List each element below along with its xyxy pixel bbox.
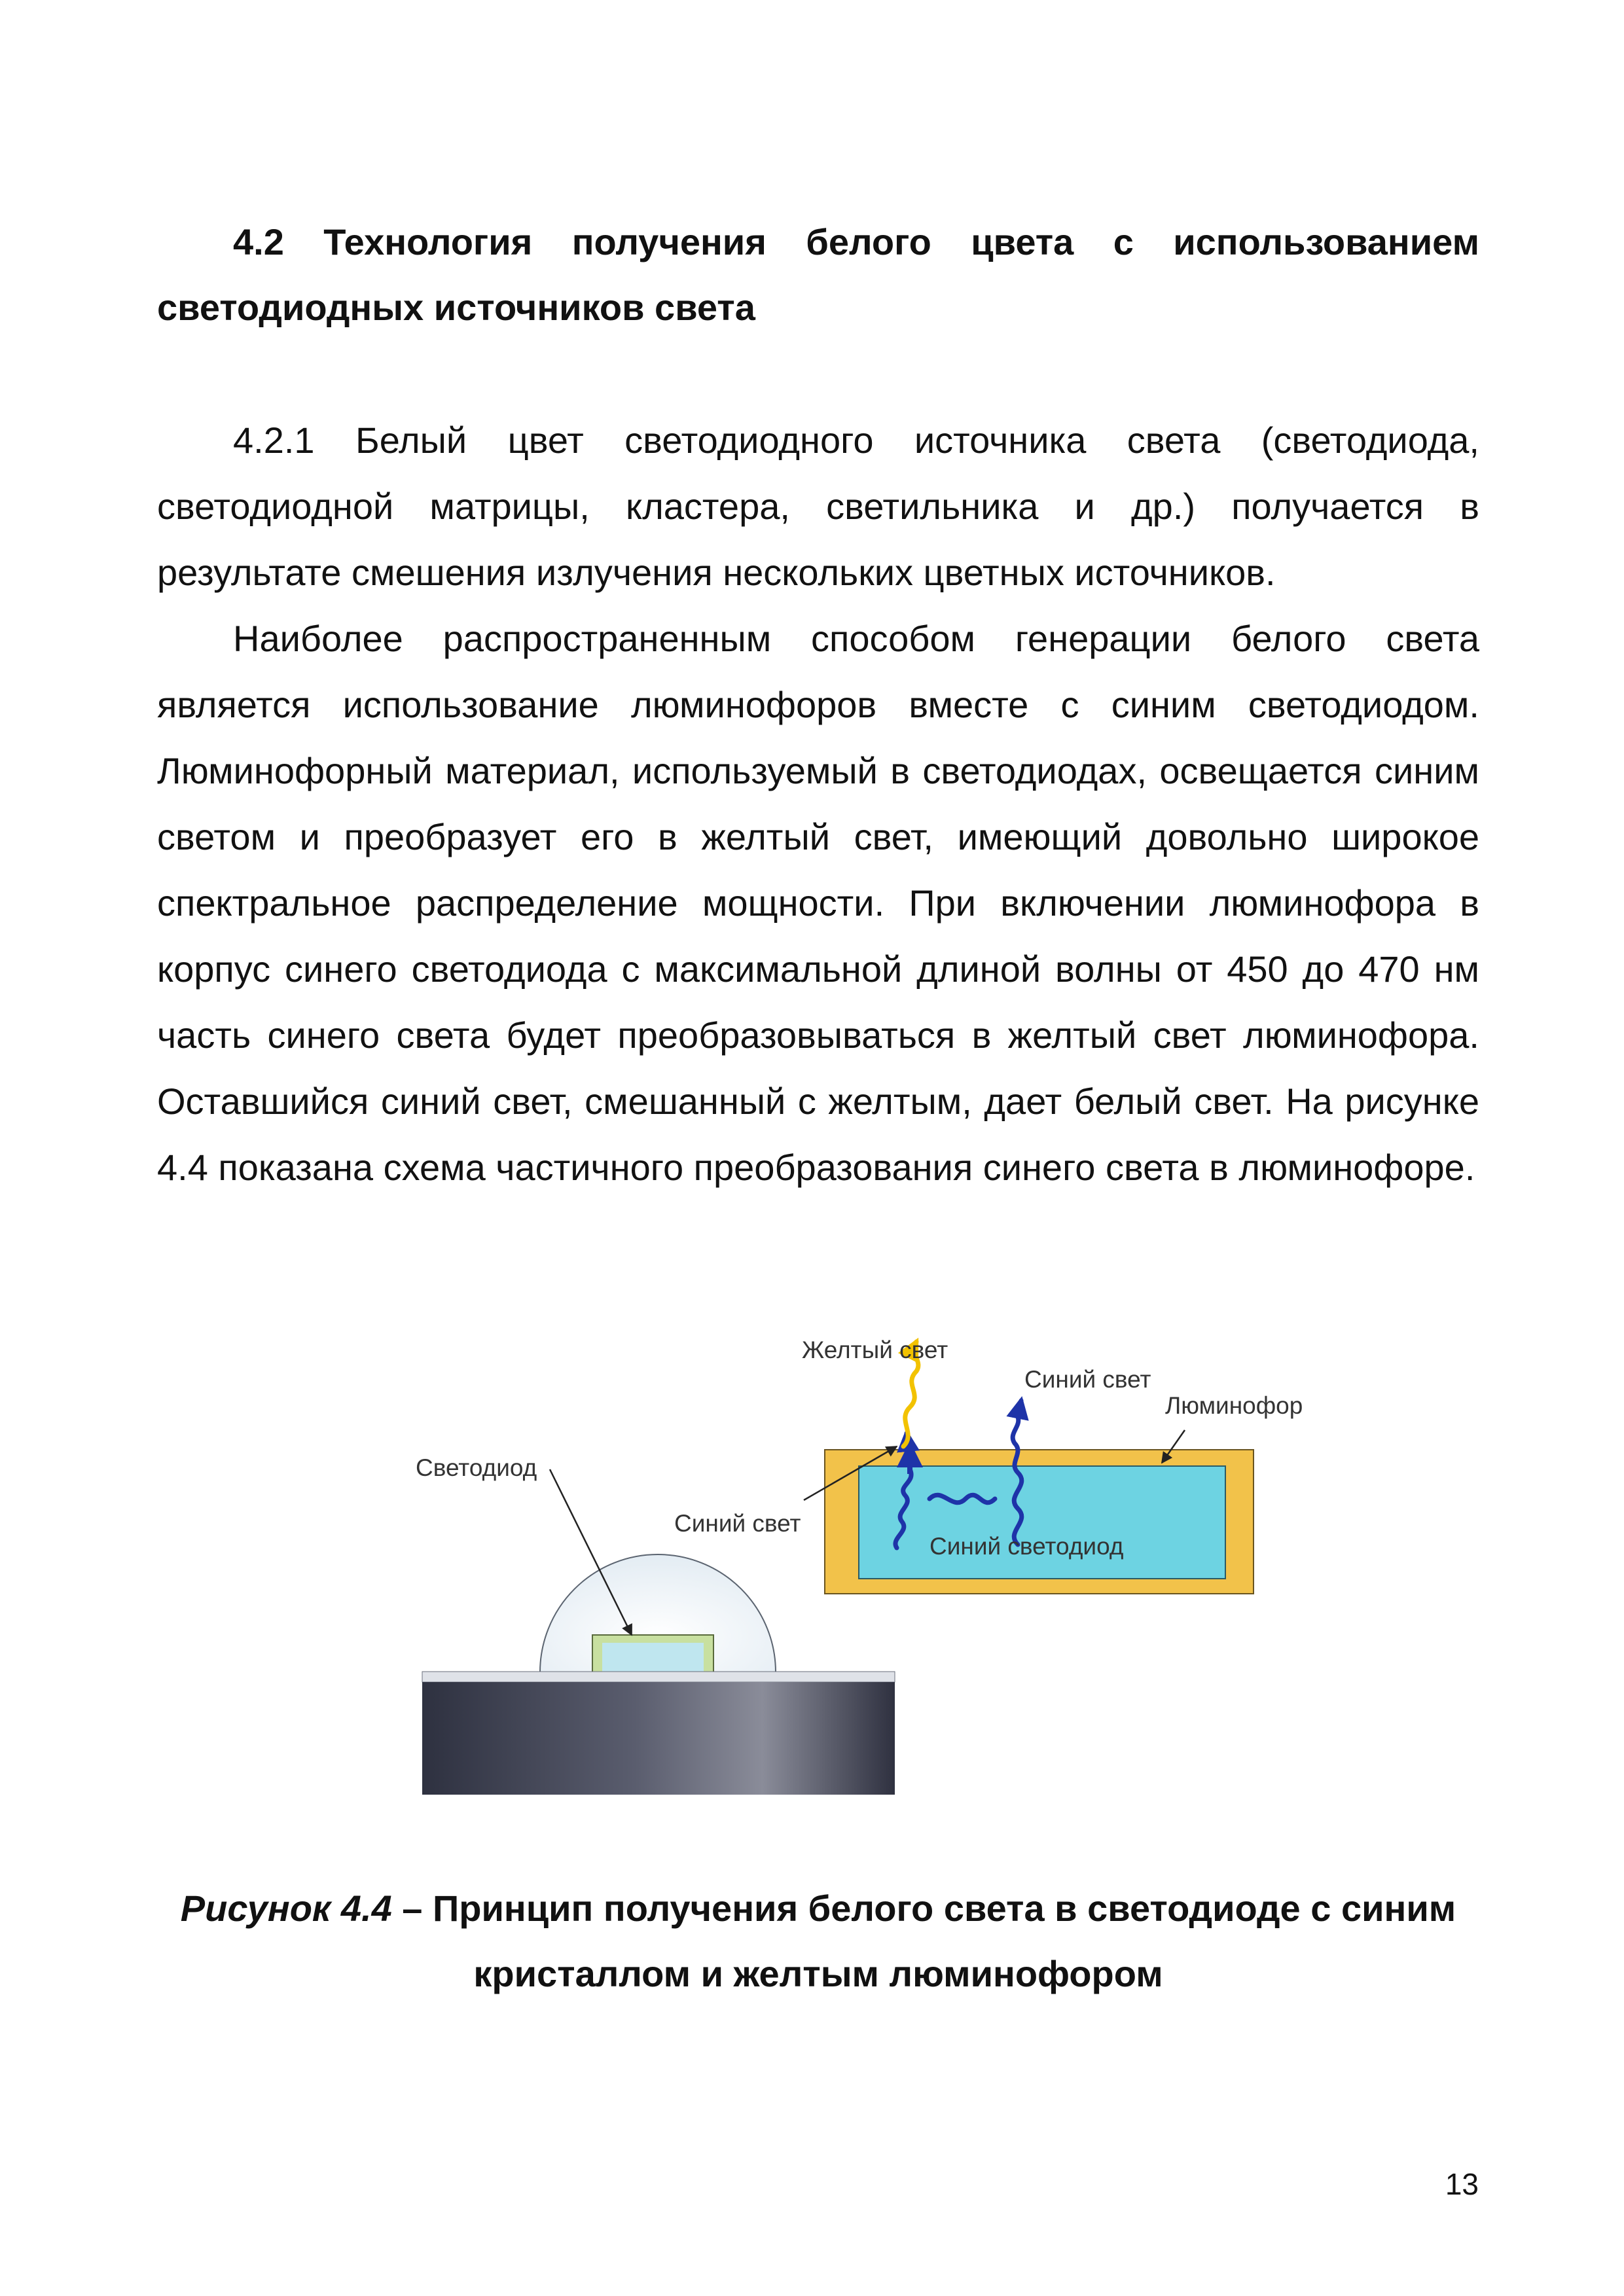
led-package	[422, 1554, 895, 1795]
figure-led-diagram	[393, 1335, 1348, 1820]
blue-led-chip	[859, 1466, 1225, 1579]
label-yellow-light: Желтый свет	[802, 1336, 948, 1363]
label-blue-led: Синий светодиод	[929, 1533, 1124, 1560]
caption-figure-number: Рисунок 4.4	[180, 1888, 392, 1929]
caption-text: Принцип получения белого света в светодиоде с синим кристаллом и желтым люминофором	[432, 1888, 1456, 1994]
led-base	[422, 1682, 895, 1795]
section-number: 4.2	[233, 221, 284, 262]
led-chip	[602, 1643, 704, 1673]
figure-caption	[157, 1876, 1479, 2007]
paragraph-4-2-1: 4.2.1 Белый цвет светодиодного источника света (светодиода, светодиодной матрицы, кластера, светильника и др.) получается в результате смешения излучения нескольких цветных источников.	[157, 420, 1479, 593]
label-led: Светодиод	[416, 1454, 537, 1481]
label-blue-light-top: Синий свет	[1024, 1366, 1151, 1393]
label-blue-light-side: Синий свет	[674, 1510, 801, 1537]
led-base-top	[422, 1672, 895, 1682]
section-title: Технология получения белого цвета с использованием светодиодных источников света	[157, 221, 1480, 328]
phosphor-assembly	[825, 1450, 1254, 1594]
caption-dash: –	[391, 1888, 433, 1929]
label-phosphor: Люминофор	[1165, 1392, 1303, 1419]
section-heading	[157, 209, 1479, 340]
paragraph-phosphor-method: Наиболее распространенным способом генерации белого света является использование люминофоров вместе с синим светодиодом. Люминофорный материал, используемый в светодиодах, освещается синим светом и преобразует его в желтый свет, имеющий довольно широкое спектральное распределение мощности. При включении люминофора в корпус синего светодиода с максимальной длиной волны от 450 до 470 нм часть синего света будет преобразовываться в желтый свет люминофора. Оставшийся синий свет, смешанный с желтым, дает белый свет. На рисунке 4.4 показана схема частичного преобразования синего света в люминофоре.	[157, 618, 1479, 1188]
page-number: 13	[1445, 2167, 1479, 2201]
